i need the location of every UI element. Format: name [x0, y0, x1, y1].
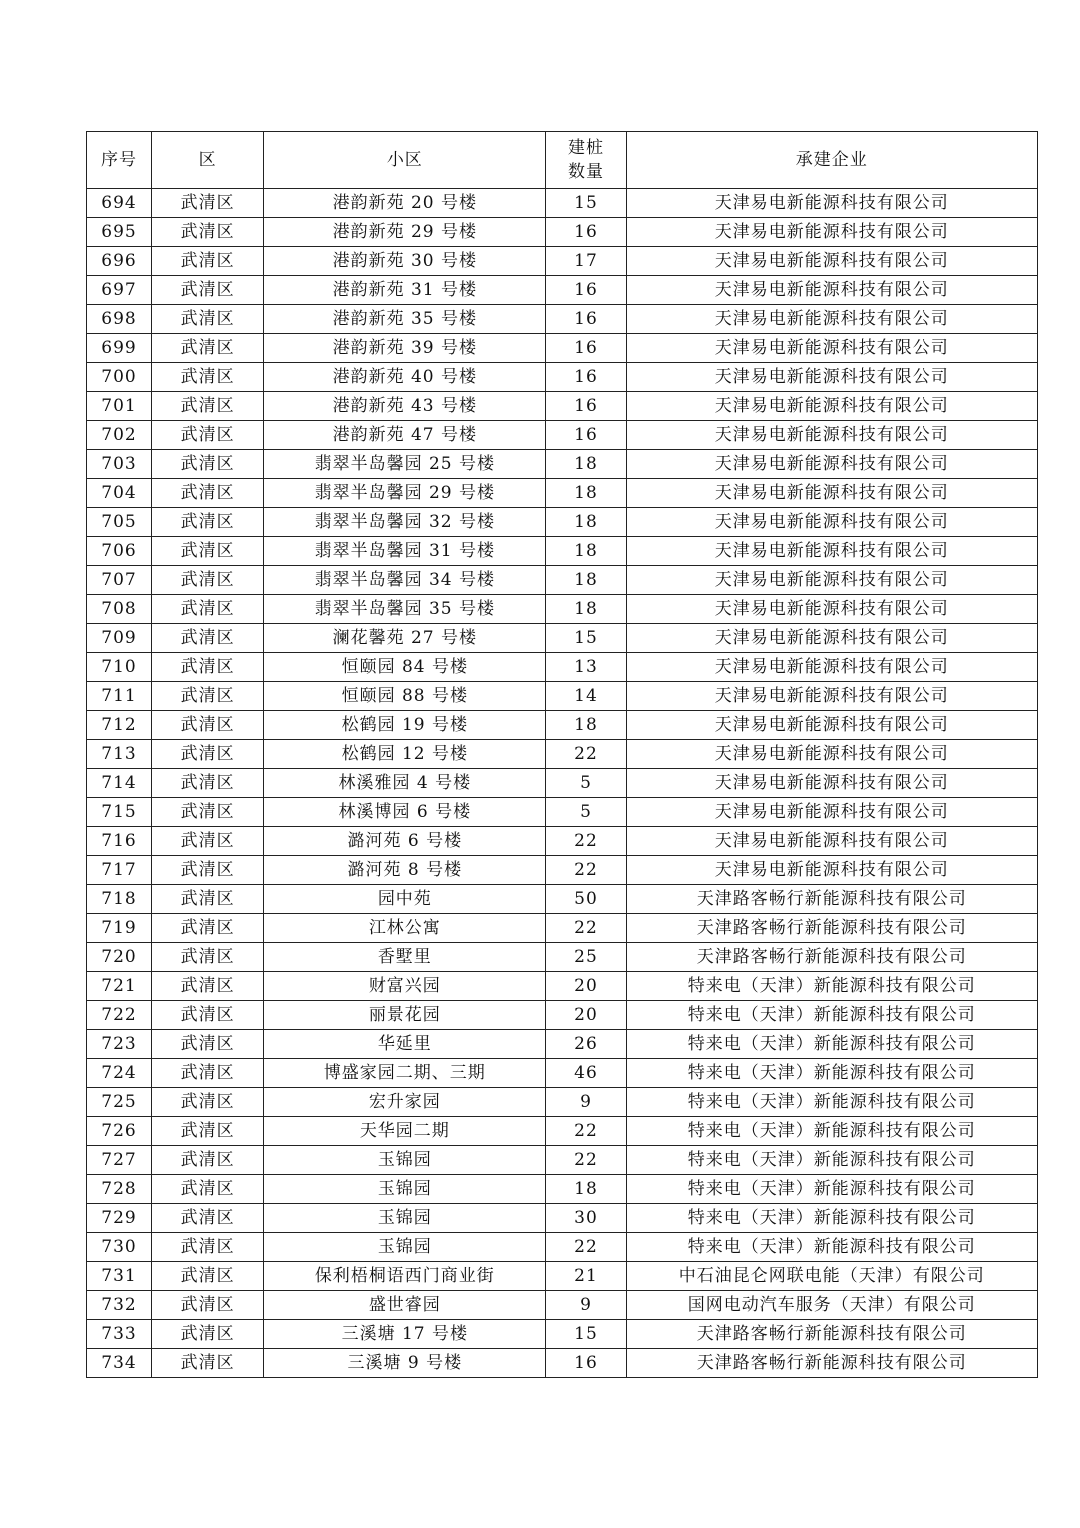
cell-district: 武清区	[152, 682, 264, 711]
cell-serial-number: 733	[87, 1320, 152, 1349]
cell-pile-count: 50	[546, 885, 626, 914]
table-row	[87, 653, 1038, 682]
table-row	[87, 450, 1038, 479]
cell-company: 天津路客畅行新能源科技有限公司	[626, 1349, 1037, 1378]
table-row	[87, 885, 1038, 914]
cell-company: 天津易电新能源科技有限公司	[626, 363, 1037, 392]
cell-community: 恒颐园 88 号楼	[264, 682, 546, 711]
cell-company: 天津易电新能源科技有限公司	[626, 537, 1037, 566]
table-row	[87, 1349, 1038, 1378]
cell-serial-number: 698	[87, 305, 152, 334]
cell-company: 天津路客畅行新能源科技有限公司	[626, 943, 1037, 972]
cell-serial-number: 702	[87, 421, 152, 450]
cell-pile-count: 18	[546, 711, 626, 740]
cell-pile-count: 25	[546, 943, 626, 972]
cell-pile-count: 9	[546, 1088, 626, 1117]
cell-district: 武清区	[152, 1001, 264, 1030]
table-row	[87, 392, 1038, 421]
cell-serial-number: 720	[87, 943, 152, 972]
cell-district: 武清区	[152, 247, 264, 276]
cell-district: 武清区	[152, 1262, 264, 1291]
cell-community: 江林公寓	[264, 914, 546, 943]
cell-community: 翡翠半岛馨园 34 号楼	[264, 566, 546, 595]
cell-serial-number: 729	[87, 1204, 152, 1233]
cell-company: 天津易电新能源科技有限公司	[626, 305, 1037, 334]
cell-pile-count: 18	[546, 508, 626, 537]
cell-serial-number: 734	[87, 1349, 152, 1378]
cell-pile-count: 22	[546, 1146, 626, 1175]
cell-pile-count: 18	[546, 450, 626, 479]
cell-company: 天津易电新能源科技有限公司	[626, 827, 1037, 856]
cell-community: 三溪塘 9 号楼	[264, 1349, 546, 1378]
cell-company: 天津易电新能源科技有限公司	[626, 798, 1037, 827]
cell-community: 华延里	[264, 1030, 546, 1059]
table-row	[87, 1030, 1038, 1059]
cell-pile-count: 18	[546, 479, 626, 508]
cell-pile-count: 16	[546, 276, 626, 305]
cell-pile-count: 5	[546, 798, 626, 827]
cell-community: 恒颐园 84 号楼	[264, 653, 546, 682]
cell-community: 玉锦园	[264, 1233, 546, 1262]
cell-district: 武清区	[152, 392, 264, 421]
cell-district: 武清区	[152, 624, 264, 653]
cell-company: 天津易电新能源科技有限公司	[626, 479, 1037, 508]
cell-company: 特来电（天津）新能源科技有限公司	[626, 1117, 1037, 1146]
table-row	[87, 624, 1038, 653]
cell-pile-count: 13	[546, 653, 626, 682]
cell-community: 翡翠半岛馨园 35 号楼	[264, 595, 546, 624]
cell-company: 天津易电新能源科技有限公司	[626, 682, 1037, 711]
cell-community: 保利梧桐语西门商业街	[264, 1262, 546, 1291]
cell-district: 武清区	[152, 1291, 264, 1320]
cell-community: 玉锦园	[264, 1204, 546, 1233]
cell-pile-count: 22	[546, 827, 626, 856]
header-serial-number: 序号	[87, 132, 152, 189]
cell-community: 园中苑	[264, 885, 546, 914]
cell-district: 武清区	[152, 1146, 264, 1175]
cell-community: 香墅里	[264, 943, 546, 972]
cell-community: 港韵新苑 30 号楼	[264, 247, 546, 276]
cell-community: 三溪塘 17 号楼	[264, 1320, 546, 1349]
cell-serial-number: 732	[87, 1291, 152, 1320]
cell-serial-number: 715	[87, 798, 152, 827]
table-row	[87, 1204, 1038, 1233]
table-row	[87, 1233, 1038, 1262]
table-row	[87, 1117, 1038, 1146]
table-row	[87, 276, 1038, 305]
cell-company: 天津易电新能源科技有限公司	[626, 566, 1037, 595]
table-row	[87, 305, 1038, 334]
cell-district: 武清区	[152, 1320, 264, 1349]
cell-district: 武清区	[152, 1233, 264, 1262]
table-row	[87, 856, 1038, 885]
cell-community: 港韵新苑 31 号楼	[264, 276, 546, 305]
cell-company: 特来电（天津）新能源科技有限公司	[626, 1001, 1037, 1030]
cell-district: 武清区	[152, 1204, 264, 1233]
cell-pile-count: 16	[546, 421, 626, 450]
cell-company: 天津易电新能源科技有限公司	[626, 740, 1037, 769]
cell-district: 武清区	[152, 218, 264, 247]
cell-pile-count: 22	[546, 740, 626, 769]
table-row	[87, 1175, 1038, 1204]
cell-serial-number: 713	[87, 740, 152, 769]
charging-pile-table	[86, 131, 1038, 1378]
cell-serial-number: 694	[87, 189, 152, 218]
cell-pile-count: 26	[546, 1030, 626, 1059]
cell-company: 天津易电新能源科技有限公司	[626, 189, 1037, 218]
cell-community: 博盛家园二期、三期	[264, 1059, 546, 1088]
cell-serial-number: 700	[87, 363, 152, 392]
cell-pile-count: 5	[546, 769, 626, 798]
cell-pile-count: 20	[546, 1001, 626, 1030]
cell-community: 林溪博园 6 号楼	[264, 798, 546, 827]
cell-serial-number: 726	[87, 1117, 152, 1146]
cell-company: 特来电（天津）新能源科技有限公司	[626, 1204, 1037, 1233]
cell-serial-number: 704	[87, 479, 152, 508]
table-row	[87, 769, 1038, 798]
cell-pile-count: 16	[546, 218, 626, 247]
cell-company: 特来电（天津）新能源科技有限公司	[626, 972, 1037, 1001]
cell-district: 武清区	[152, 856, 264, 885]
cell-pile-count: 15	[546, 624, 626, 653]
cell-company: 天津路客畅行新能源科技有限公司	[626, 885, 1037, 914]
cell-serial-number: 727	[87, 1146, 152, 1175]
cell-company: 天津易电新能源科技有限公司	[626, 508, 1037, 537]
cell-company: 天津易电新能源科技有限公司	[626, 276, 1037, 305]
table-row	[87, 914, 1038, 943]
cell-serial-number: 709	[87, 624, 152, 653]
cell-serial-number: 710	[87, 653, 152, 682]
cell-pile-count: 14	[546, 682, 626, 711]
cell-pile-count: 16	[546, 392, 626, 421]
table-row	[87, 740, 1038, 769]
cell-serial-number: 718	[87, 885, 152, 914]
table-row	[87, 1059, 1038, 1088]
cell-pile-count: 16	[546, 334, 626, 363]
cell-company: 特来电（天津）新能源科技有限公司	[626, 1146, 1037, 1175]
cell-community: 港韵新苑 20 号楼	[264, 189, 546, 218]
cell-company: 天津易电新能源科技有限公司	[626, 624, 1037, 653]
cell-community: 林溪雅园 4 号楼	[264, 769, 546, 798]
cell-serial-number: 703	[87, 450, 152, 479]
cell-district: 武清区	[152, 1175, 264, 1204]
cell-district: 武清区	[152, 537, 264, 566]
cell-company: 天津易电新能源科技有限公司	[626, 653, 1037, 682]
cell-district: 武清区	[152, 1030, 264, 1059]
cell-community: 港韵新苑 29 号楼	[264, 218, 546, 247]
table-row	[87, 537, 1038, 566]
cell-pile-count: 18	[546, 566, 626, 595]
cell-district: 武清区	[152, 711, 264, 740]
table-row	[87, 682, 1038, 711]
table-row	[87, 363, 1038, 392]
cell-district: 武清区	[152, 479, 264, 508]
cell-serial-number: 714	[87, 769, 152, 798]
cell-community: 松鹤园 12 号楼	[264, 740, 546, 769]
table-row	[87, 1320, 1038, 1349]
cell-company: 天津路客畅行新能源科技有限公司	[626, 1320, 1037, 1349]
cell-district: 武清区	[152, 276, 264, 305]
cell-serial-number: 696	[87, 247, 152, 276]
cell-serial-number: 717	[87, 856, 152, 885]
cell-community: 玉锦园	[264, 1146, 546, 1175]
cell-district: 武清区	[152, 1349, 264, 1378]
table-row	[87, 972, 1038, 1001]
cell-community: 宏升家园	[264, 1088, 546, 1117]
cell-district: 武清区	[152, 508, 264, 537]
cell-serial-number: 707	[87, 566, 152, 595]
cell-serial-number: 723	[87, 1030, 152, 1059]
cell-pile-count: 16	[546, 305, 626, 334]
cell-pile-count: 17	[546, 247, 626, 276]
cell-district: 武清区	[152, 1117, 264, 1146]
table-row	[87, 421, 1038, 450]
cell-serial-number: 724	[87, 1059, 152, 1088]
cell-community: 玉锦园	[264, 1175, 546, 1204]
cell-community: 翡翠半岛馨园 32 号楼	[264, 508, 546, 537]
cell-district: 武清区	[152, 740, 264, 769]
cell-district: 武清区	[152, 653, 264, 682]
cell-company: 天津易电新能源科技有限公司	[626, 450, 1037, 479]
table-row	[87, 711, 1038, 740]
table-row	[87, 827, 1038, 856]
cell-pile-count: 21	[546, 1262, 626, 1291]
cell-serial-number: 719	[87, 914, 152, 943]
cell-pile-count: 15	[546, 189, 626, 218]
cell-company: 天津路客畅行新能源科技有限公司	[626, 914, 1037, 943]
cell-serial-number: 721	[87, 972, 152, 1001]
table-row	[87, 1088, 1038, 1117]
cell-community: 盛世睿园	[264, 1291, 546, 1320]
cell-company: 天津易电新能源科技有限公司	[626, 218, 1037, 247]
cell-pile-count: 20	[546, 972, 626, 1001]
cell-district: 武清区	[152, 421, 264, 450]
cell-company: 天津易电新能源科技有限公司	[626, 392, 1037, 421]
cell-company: 特来电（天津）新能源科技有限公司	[626, 1175, 1037, 1204]
cell-company: 天津易电新能源科技有限公司	[626, 595, 1037, 624]
cell-serial-number: 697	[87, 276, 152, 305]
cell-district: 武清区	[152, 1088, 264, 1117]
cell-serial-number: 705	[87, 508, 152, 537]
cell-serial-number: 725	[87, 1088, 152, 1117]
table-header-row	[87, 132, 1038, 189]
cell-community: 潞河苑 6 号楼	[264, 827, 546, 856]
table-row	[87, 247, 1038, 276]
cell-pile-count: 16	[546, 1349, 626, 1378]
cell-district: 武清区	[152, 943, 264, 972]
table-row	[87, 798, 1038, 827]
header-company: 承建企业	[626, 132, 1037, 189]
cell-company: 天津易电新能源科技有限公司	[626, 334, 1037, 363]
cell-district: 武清区	[152, 914, 264, 943]
cell-pile-count: 16	[546, 363, 626, 392]
cell-company: 特来电（天津）新能源科技有限公司	[626, 1088, 1037, 1117]
cell-district: 武清区	[152, 450, 264, 479]
cell-district: 武清区	[152, 334, 264, 363]
cell-pile-count: 22	[546, 1117, 626, 1146]
cell-community: 澜花馨苑 27 号楼	[264, 624, 546, 653]
cell-company: 中石油昆仑网联电能（天津）有限公司	[626, 1262, 1037, 1291]
cell-district: 武清区	[152, 972, 264, 1001]
cell-serial-number: 711	[87, 682, 152, 711]
cell-serial-number: 730	[87, 1233, 152, 1262]
cell-community: 财富兴园	[264, 972, 546, 1001]
cell-serial-number: 699	[87, 334, 152, 363]
cell-district: 武清区	[152, 595, 264, 624]
cell-serial-number: 708	[87, 595, 152, 624]
table-row	[87, 1146, 1038, 1175]
cell-community: 潞河苑 8 号楼	[264, 856, 546, 885]
cell-pile-count: 22	[546, 1233, 626, 1262]
table-row	[87, 508, 1038, 537]
cell-company: 国网电动汽车服务（天津）有限公司	[626, 1291, 1037, 1320]
cell-pile-count: 30	[546, 1204, 626, 1233]
cell-district: 武清区	[152, 566, 264, 595]
cell-district: 武清区	[152, 885, 264, 914]
cell-community: 翡翠半岛馨园 25 号楼	[264, 450, 546, 479]
cell-company: 天津易电新能源科技有限公司	[626, 711, 1037, 740]
cell-community: 港韵新苑 35 号楼	[264, 305, 546, 334]
cell-pile-count: 18	[546, 595, 626, 624]
cell-district: 武清区	[152, 189, 264, 218]
cell-pile-count: 46	[546, 1059, 626, 1088]
table-row	[87, 566, 1038, 595]
cell-pile-count: 22	[546, 856, 626, 885]
cell-pile-count: 18	[546, 1175, 626, 1204]
cell-pile-count: 9	[546, 1291, 626, 1320]
table-row	[87, 479, 1038, 508]
table-row	[87, 943, 1038, 972]
header-community: 小区	[264, 132, 546, 189]
cell-community: 港韵新苑 40 号楼	[264, 363, 546, 392]
cell-community: 翡翠半岛馨园 31 号楼	[264, 537, 546, 566]
cell-community: 天华园二期	[264, 1117, 546, 1146]
table-row	[87, 189, 1038, 218]
cell-serial-number: 701	[87, 392, 152, 421]
cell-company: 天津易电新能源科技有限公司	[626, 421, 1037, 450]
cell-district: 武清区	[152, 363, 264, 392]
cell-serial-number: 731	[87, 1262, 152, 1291]
cell-serial-number: 716	[87, 827, 152, 856]
cell-community: 松鹤园 19 号楼	[264, 711, 546, 740]
cell-serial-number: 712	[87, 711, 152, 740]
table-row	[87, 1262, 1038, 1291]
table-row	[87, 334, 1038, 363]
cell-community: 港韵新苑 39 号楼	[264, 334, 546, 363]
cell-district: 武清区	[152, 305, 264, 334]
cell-company: 天津易电新能源科技有限公司	[626, 856, 1037, 885]
cell-serial-number: 706	[87, 537, 152, 566]
cell-company: 特来电（天津）新能源科技有限公司	[626, 1059, 1037, 1088]
cell-district: 武清区	[152, 798, 264, 827]
cell-serial-number: 728	[87, 1175, 152, 1204]
cell-pile-count: 18	[546, 537, 626, 566]
table-row	[87, 595, 1038, 624]
cell-community: 丽景花园	[264, 1001, 546, 1030]
cell-community: 港韵新苑 47 号楼	[264, 421, 546, 450]
cell-community: 翡翠半岛馨园 29 号楼	[264, 479, 546, 508]
cell-district: 武清区	[152, 769, 264, 798]
cell-serial-number: 695	[87, 218, 152, 247]
cell-district: 武清区	[152, 827, 264, 856]
cell-district: 武清区	[152, 1059, 264, 1088]
cell-serial-number: 722	[87, 1001, 152, 1030]
cell-pile-count: 15	[546, 1320, 626, 1349]
header-district: 区	[152, 132, 264, 189]
cell-company: 特来电（天津）新能源科技有限公司	[626, 1030, 1037, 1059]
cell-community: 港韵新苑 43 号楼	[264, 392, 546, 421]
cell-company: 特来电（天津）新能源科技有限公司	[626, 1233, 1037, 1262]
cell-pile-count: 22	[546, 914, 626, 943]
table-row	[87, 1291, 1038, 1320]
table-body	[87, 189, 1038, 1378]
cell-company: 天津易电新能源科技有限公司	[626, 247, 1037, 276]
cell-company: 天津易电新能源科技有限公司	[626, 769, 1037, 798]
header-pile-count: 建桩 数量	[546, 132, 626, 189]
table-row	[87, 218, 1038, 247]
table-row	[87, 1001, 1038, 1030]
